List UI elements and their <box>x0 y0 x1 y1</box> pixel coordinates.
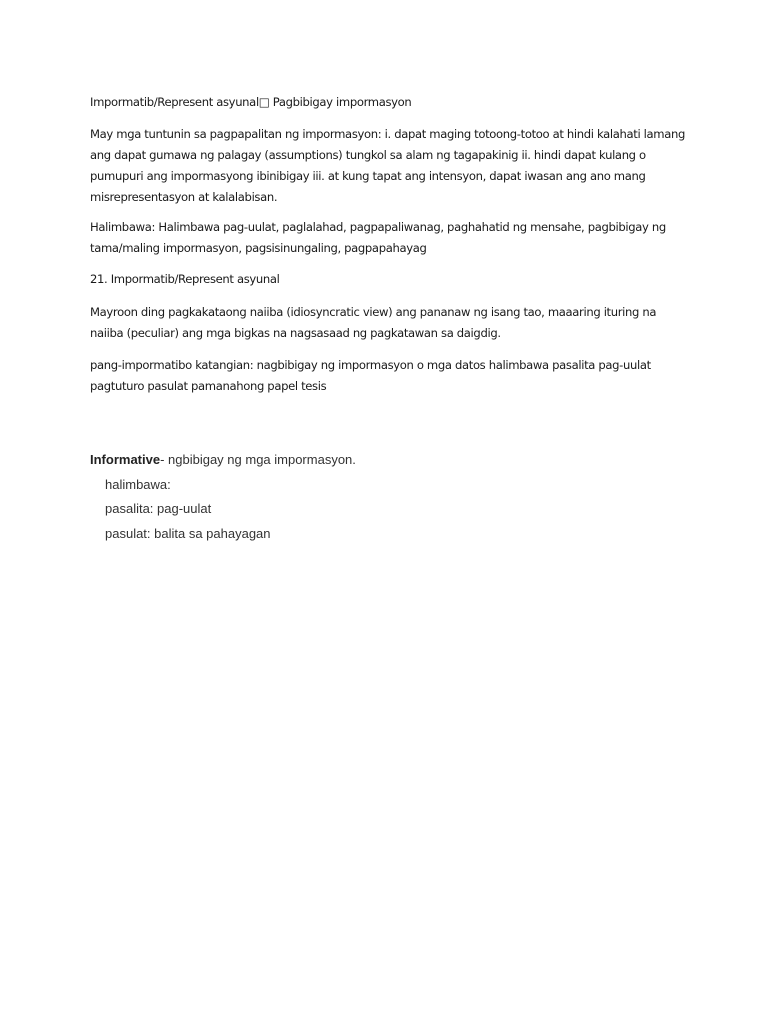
characteristics-paragraph: pang-impormatibo katangian: nagbibigay ng impormasyon o mga datos halimbawa pasalita pag-uulat pagtuturo pasulat pamanahong papel tesis <box>90 358 651 393</box>
examples-paragraph: Halimbawa: Halimbawa pag-uulat, paglalahad, pagpapaliwanag, paghahatid ng mensahe, pagbibigay ng tama/maling impormasyon, pagsisinungaling, pagpapahayag <box>90 220 666 255</box>
spoken-example: pasalita: pag-uulat <box>105 501 212 516</box>
informative-definition-text: - ngbibigay ng mga impormasyon. <box>160 452 356 467</box>
rules-paragraph: May mga tuntunin sa pagpapalitan ng impormasyon: i. dapat maging totoong-totoo at hindi kalahati lamang ang dapat gumawa ng palagay (assumptions) tungkol sa alam ng tagapakinig ii. hindi dapat kulang o pumupuri ang impormasyong ibinibigay iii. at kung tapat ang intensyon, dapat iwasan ang ano mang misrepresentasyon at kalalabisan. <box>90 127 685 204</box>
informative-term: Informative <box>90 452 161 467</box>
written-example: pasulat: balita sa pahayagan <box>105 526 271 541</box>
numbered-heading: 21. Impormatib/Represent asyunal <box>90 272 280 286</box>
examples-label: halimbawa: <box>105 477 171 492</box>
section-heading: Impormatib/Represent asyunal□ Pagbibigay impormasyon <box>90 95 412 109</box>
idiosyncratic-paragraph: Mayroon ding pagkakataong naiiba (idiosyncratic view) ang pananaw ng isang tao, maaaring ituring na naiiba (peculiar) ang mga bigkas na nagsasaad ng pagkatawan sa daigdig. <box>90 305 657 340</box>
informative-definition <box>90 449 356 471</box>
